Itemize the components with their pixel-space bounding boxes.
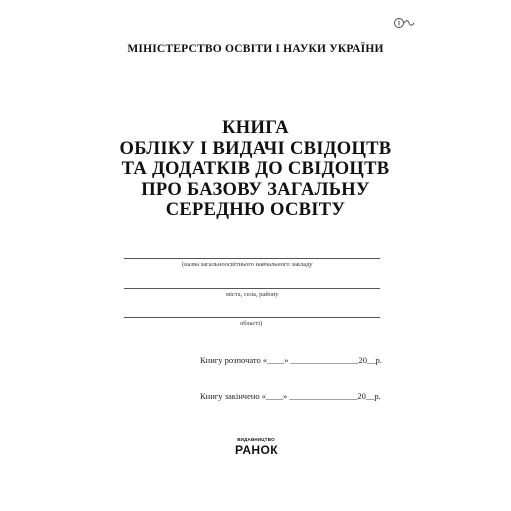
- ministry-heading: МІНІСТЕРСТВО ОСВІТИ І НАУКИ УКРАЇНИ: [127, 43, 384, 55]
- book-started-field: Книгу розпочато «____» ________________20__р.: [200, 355, 382, 365]
- title-line: ОБЛІКУ І ВИДАЧІ СВІДОЦТВ: [119, 138, 392, 159]
- publisher-label: ВИДАВНИЦТВО: [237, 437, 275, 442]
- region-caption: області): [240, 320, 263, 327]
- publisher-name: РАНОК: [235, 442, 278, 457]
- region-line: [124, 317, 380, 318]
- publisher-logo: [235, 438, 277, 456]
- institution-line: [124, 258, 380, 259]
- title-line: ПРО БАЗОВУ ЗАГАЛЬНУ: [141, 179, 370, 200]
- stamp-mark-icon: [393, 16, 419, 30]
- city-line: [124, 288, 380, 289]
- book-finished-field: Книгу закінчено «____» ________________20__р.: [200, 391, 381, 401]
- book-title: [0, 118, 511, 221]
- title-line: КНИГА: [222, 118, 289, 138]
- title-line: СЕРЕДНЮ ОСВІТУ: [165, 200, 346, 220]
- title-line: ТА ДОДАТКІВ ДО СВІДОЦТВ: [121, 159, 390, 179]
- city-caption: міста, села, району: [226, 291, 279, 298]
- institution-caption: (назва загальноосвітнього навчального закладу: [182, 261, 313, 268]
